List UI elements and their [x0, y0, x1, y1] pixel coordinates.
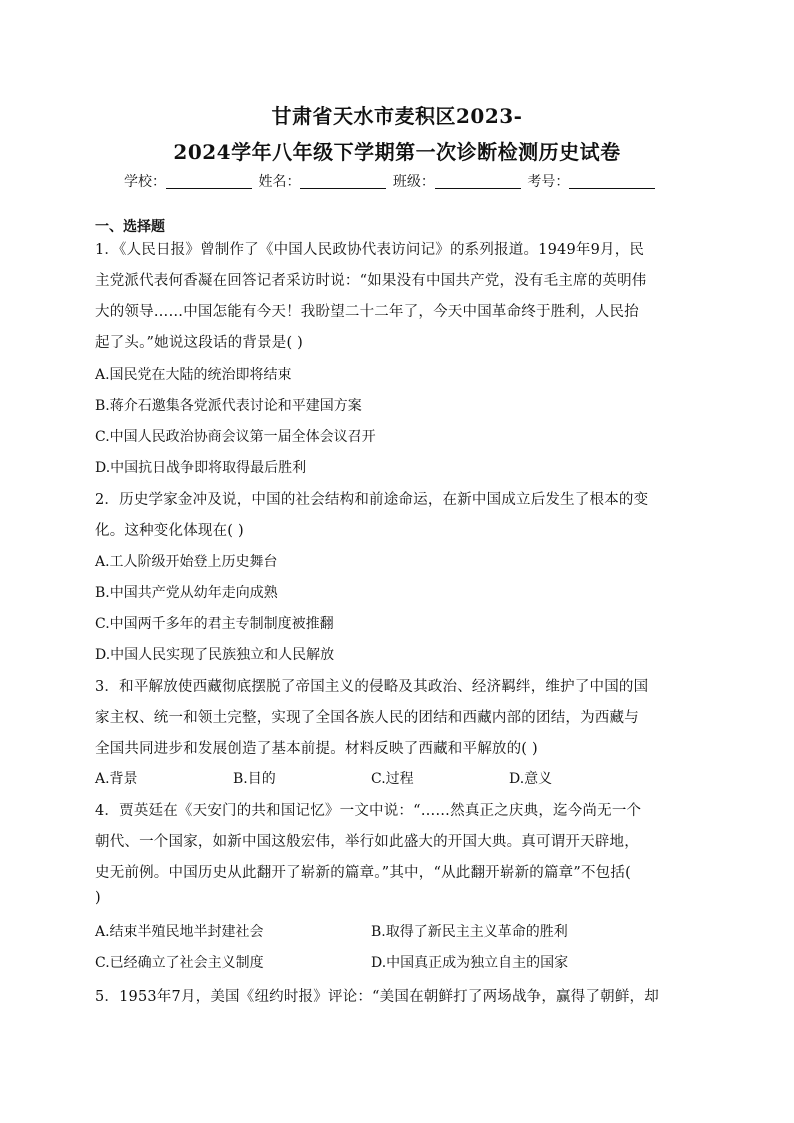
- question-2-line: 2．历史学家金冲及说，中国的社会结构和前途命运，在新中国成立后发生了根本的变: [95, 492, 649, 508]
- student-info-row: [124, 171, 657, 191]
- question-1-option-d: D.中国抗日战争即将取得最后胜利: [95, 460, 307, 476]
- question-4-line: 朝代、一个国家，如新中国这般宏伟，举行如此盛大的开国大典。真可谓开天辟地，: [95, 834, 639, 850]
- question-2-option-b: B.中国共产党从幼年走向成熟: [95, 585, 278, 601]
- question-4-option-c: C.已经确立了社会主义制度: [95, 955, 264, 971]
- question-3-option-c: C.过程: [371, 771, 414, 787]
- question-1-option-c: C.中国人民政治协商会议第一届全体会议召开: [95, 429, 376, 445]
- question-4-option-d: D.中国真正成为独立自主的国家: [371, 955, 569, 971]
- question-3-line: 3．和平解放使西藏彻底摆脱了帝国主义的侵略及其政治、经济羁绊，维护了中国的国: [95, 679, 649, 695]
- exam-number-blank: [569, 174, 655, 189]
- class-blank: [435, 174, 521, 189]
- question-3-option-b: B.目的: [233, 771, 276, 787]
- question-4-line: 4．贾英廷在《天安门的共和国记忆》一文中说：“……然真正之庆典，迄今尚无一个: [95, 803, 642, 819]
- school-blank: [166, 174, 252, 189]
- section-title: 一、选择题: [95, 219, 165, 235]
- question-2-line: 化。这种变化体现在( ): [95, 523, 244, 539]
- question-1-line: 主党派代表何香凝在回答记者采访时说：“如果没有中国共产党，没有毛主席的英明伟: [95, 273, 647, 289]
- exam-number-label: 考号：: [527, 174, 570, 190]
- question-1-line: 大的领导……中国怎能有今天！我盼望二十二年了，今天中国革命终于胜利，人民抬: [95, 304, 639, 320]
- class-label: 班级：: [392, 174, 435, 190]
- name-label: 姓名：: [258, 174, 301, 190]
- name-blank: [300, 174, 386, 189]
- question-3-option-a: A.背景: [95, 771, 138, 787]
- question-1-line: 起了头。”她说这段话的背景是( ): [95, 335, 303, 351]
- exam-title-line2: 2024学年八年级下学期第一次诊断检测历史试卷: [173, 140, 621, 164]
- question-4-line: 史无前例。中国历史从此翻开了崭新的篇章。”其中，“从此翻开崭新的篇章”不包括(: [95, 865, 631, 881]
- question-2-option-c: C.中国两千多年的君主专制制度被推翻: [95, 616, 334, 632]
- question-4-line: ): [95, 890, 101, 906]
- question-2-option-a: A.工人阶级开始登上历史舞台: [95, 554, 278, 570]
- school-label: 学校：: [124, 174, 166, 190]
- question-4-option-a: A.结束半殖民地半封建社会: [95, 924, 264, 940]
- exam-title-line1: 甘肃省天水市麦积区2023-: [271, 104, 523, 128]
- question-1-line: 1．《人民日报》曾制作了《中国人民政协代表访问记》的系列报道。1949年9月，民: [95, 242, 645, 258]
- question-1-option-b: B.蒋介石邀集各党派代表讨论和平建国方案: [95, 398, 362, 414]
- question-3-line: 家主权、统一和领土完整，实现了全国各族人民的团结和西藏内部的团结，为西藏与: [95, 710, 639, 726]
- question-3-option-d: D.意义: [509, 771, 553, 787]
- question-2-option-d: D.中国人民实现了民族独立和人民解放: [95, 647, 335, 663]
- question-4-option-b: B.取得了新民主主义革命的胜利: [371, 924, 568, 940]
- question-1-option-a: A.国民党在大陆的统治即将结束: [95, 367, 292, 383]
- question-5-line: 5．1953年7月，美国《纽约时报》评论：“美国在朝鲜打了两场战争，赢得了朝鲜，却: [95, 989, 659, 1005]
- question-3-line: 全国共同进步和发展创造了基本前提。材料反映了西藏和平解放的( ): [95, 741, 538, 757]
